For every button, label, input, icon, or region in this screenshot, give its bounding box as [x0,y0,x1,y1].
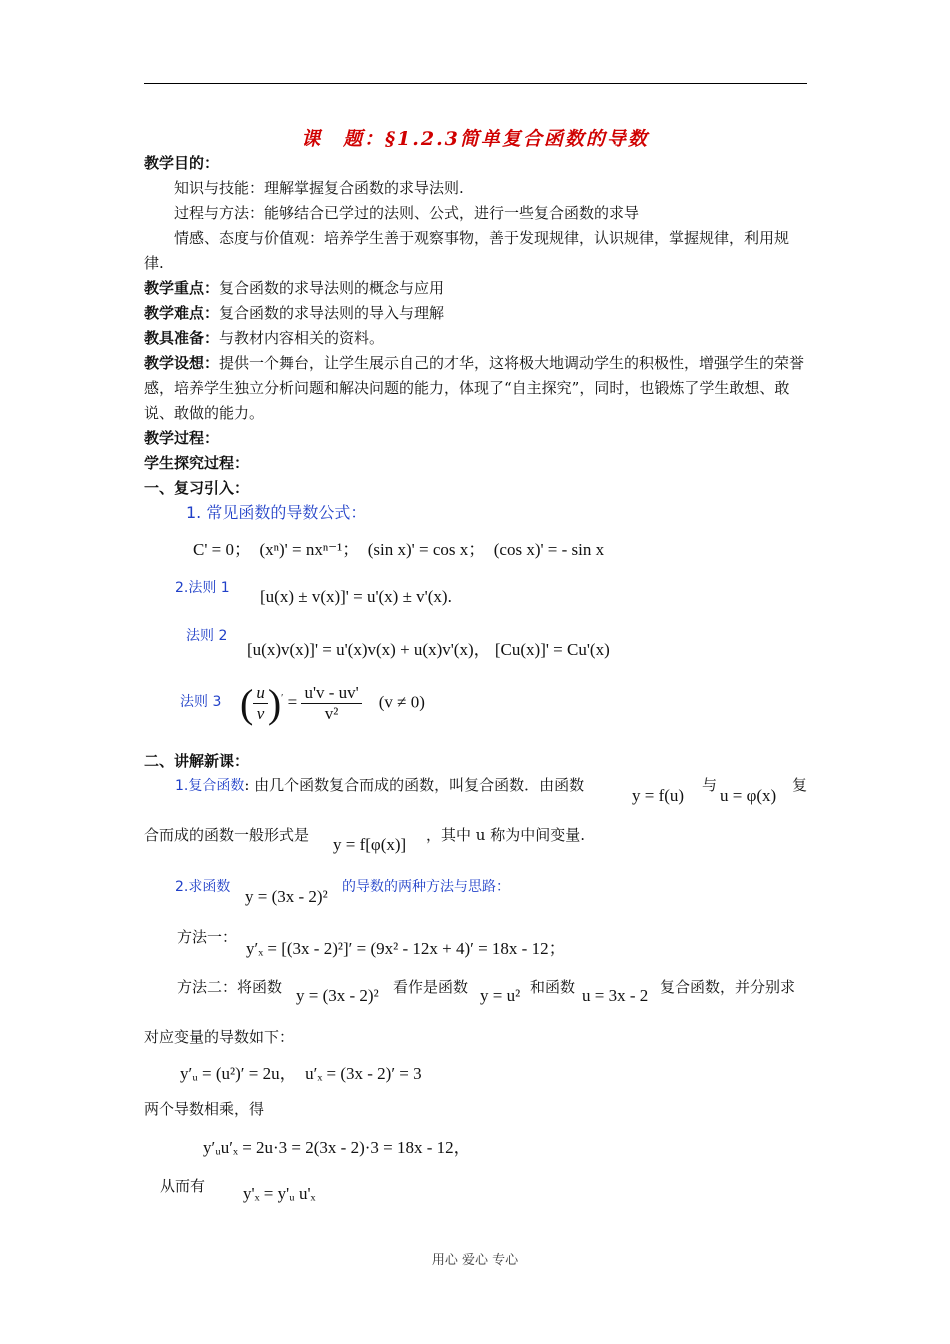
page-footer: 用心 爱心 专心 [431,1253,519,1268]
process-heading: 教学过程： [144,429,220,447]
method2-tail: 复合函数，并分别求 [660,978,796,996]
composite-f2: u = φ(x) [720,786,777,805]
composite-text2: 合而成的函数一般形式是 [144,826,310,844]
product-expression: y′ᵤu′ₓ = 2u·3 = 2(3x - 2)·3 = 18x - 12 [203,1138,454,1157]
method2-f2: y = u² [480,986,521,1005]
formula-power: (xⁿ)' = nxⁿ⁻¹ [259,540,343,559]
page-title: 课 题：§1.2.3简单复合函数的导数 [301,128,649,150]
header-rule [144,83,807,84]
rule3-u-over-v: $\frac{u}{v}$ [253,683,268,724]
composite-tail: 复 [792,776,808,794]
formula-cos: (cos x)' = - sin x [493,540,605,559]
objectives-heading: 教学目的： [144,154,220,172]
objective-process: 过程与方法：能够结合已学过的法则、公式，进行一些复合函数的求导 [174,204,640,222]
teaching-tools-text: 与教材内容相关的资料。 [219,329,385,347]
method2-f3: u = 3x - 2 [582,986,649,1005]
rule3-label: 法则 3 [180,694,222,710]
formula-constant: C' = 0 [193,540,234,559]
teaching-design [144,351,808,426]
method1-expression: y′ₓ = [(3x - 2)²]′ = (9x² - 12x + 4)′ = 18x - 12 [246,939,549,958]
rule3-fraction [301,683,361,724]
composite-text3: ，其中 u 称为中间变量. [426,826,585,844]
rule2-label: 法则 2 [186,628,228,644]
item2-tail: 的导数的两种方法与思路： [342,879,510,895]
formula-sin: (sin x)' = cos x [367,540,469,559]
rule1-label: 2.法则 1 [175,580,230,596]
composite-text1: : 由几个函数复合而成的函数，叫复合函数．由函数 [244,776,585,794]
composite-label: 1.复合函数 [175,778,245,794]
rule2-formula: [u(x)v(x)]' = u'(x)v(x) + u(x)v'(x)， [Cu(x)]' = Cu'(x) [247,640,610,659]
key-point-text: 复合函数的求导法则的概念与应用 [219,279,445,297]
teaching-design-label: 教学设想： [144,354,220,372]
student-heading: 学生探究过程： [144,454,250,472]
rule2b-expression: [Cu(x)]' = Cu'(x) [494,640,610,659]
chain-rule-formula: y'ₓ = y'ᵤ u'ₓ [243,1184,316,1203]
rule2-expression: [u(x)v(x)]' = u'(x)v(x) + u(x)v'(x) [247,640,474,659]
method1-formula: y′ₓ = [(3x - 2)²]′ = (9x² - 12x + 4)′ = 18x - 12； [246,939,566,958]
rule3-condition: (v ≠ 0) [378,692,425,712]
product-formula: y′ᵤu′ₓ = 2u·3 = 2(3x - 2)·3 = 18x - 12， [203,1138,471,1157]
key-point [144,276,808,301]
teaching-design-text: 提供一个舞台，让学生展示自己的才华，这将极大地调动学生的积极性，增强学生的荣誉感，培养学生独立分析问题和解决问题的能力，体现了“自主探究”，同时，也锻炼了学生敢想、敢说、敢做的能力。 [144,354,805,422]
section2-heading: 二、讲解新课： [144,752,250,770]
product-intro: 两个导数相乘，得 [144,1100,265,1118]
formula-row: C' = 0； (xⁿ)' = nxⁿ⁻¹； (sin x)' = cos x； (cos x)' = - sin x [193,540,605,559]
rule3-formula: ( $\frac{u}{v}$ )′ = $\frac{u'v - uv'}{\text{v²}}$ (v ≠ 0) [240,681,425,726]
difficult-point-text: 复合函数的求导法则的导入与理解 [219,304,445,322]
derivative-u-x: u′ₓ = (3x - 2)′ = 3 [305,1064,422,1083]
composite-with: 与 [702,776,718,794]
composite-f1: y = f(u) [632,786,685,805]
method2-line2: 对应变量的导数如下： [144,1028,295,1046]
item2-function: y = (3x - 2)² [245,887,328,906]
key-point-label: 教学重点： [144,279,220,297]
method2-f1: y = (3x - 2)² [296,986,379,1005]
method2-mid2: 和函数 [530,978,576,996]
method1-label: 方法一： [177,928,238,946]
section1-heading: 一、复习引入： [144,479,250,497]
derivative-row: y′ᵤ = (u²)′ = 2u， u′ₓ = (3x - 2)′ = 3 [180,1064,422,1083]
objective-knowledge: 知识与技能：理解掌握复合函数的求导法则. [174,179,464,197]
composite-f3: y = f[φ(x)] [333,835,407,854]
rule3-denominator: v² [324,704,339,723]
difficult-point-label: 教学难点： [144,304,220,322]
method2-label: 方法二：将函数 [177,978,283,996]
conclusion-label: 从而有 [160,1177,206,1195]
objective-attitude: 情感、态度与价值观：培养学生善于观察事物，善于发现规律，认识规律，掌握规律，利用规律. [144,229,790,272]
difficult-point [144,301,808,326]
derivative-y-u: y′ᵤ = (u²)′ = 2u [180,1064,280,1083]
rule1-expression: [u(x) ± v(x)]' = u'(x) ± v'(x) [260,587,448,606]
item2-label: 2.求函数 [175,879,231,895]
teaching-tools [144,326,808,351]
common-derivatives-heading: 1. 常见函数的导数公式： [186,503,367,522]
method2-mid1: 看作是函数 [393,978,469,996]
teaching-tools-label: 教具准备： [144,329,220,347]
rule1-formula: [u(x) ± v(x)]' = u'(x) ± v'(x). [260,587,452,606]
rule3-numerator: u'v - uv' [301,683,361,704]
composite-definition [175,773,584,799]
